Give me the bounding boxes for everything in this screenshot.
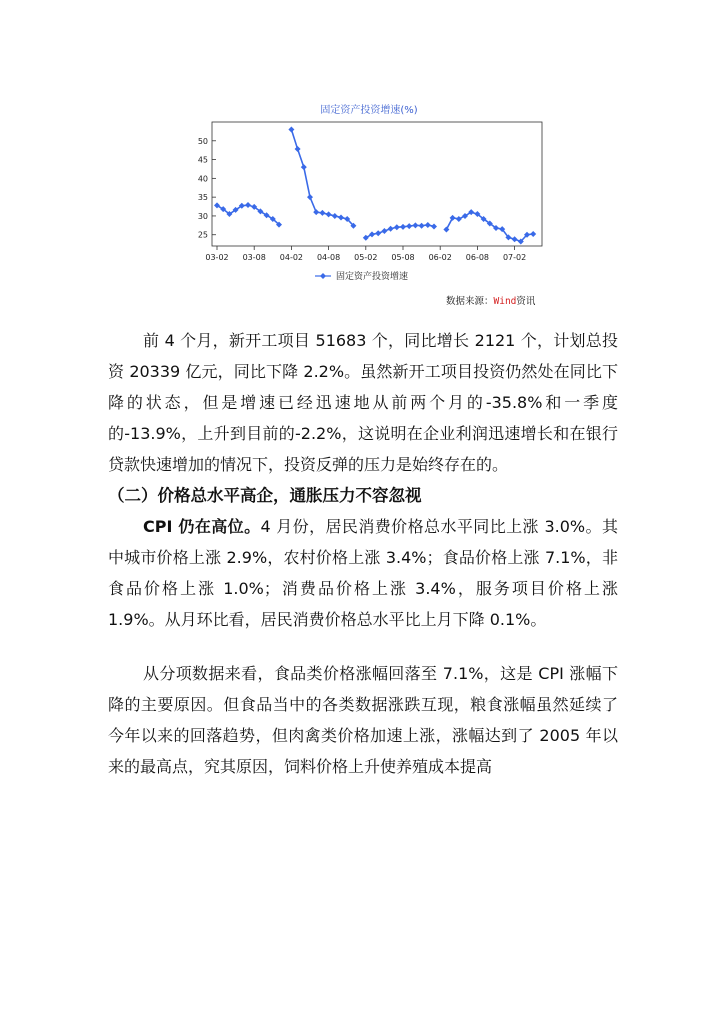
x-tick-label: 03-02 bbox=[205, 253, 229, 262]
x-axis-ticks bbox=[205, 246, 526, 262]
paragraph-cpi bbox=[108, 511, 618, 635]
x-tick-label: 03-08 bbox=[242, 253, 266, 262]
data-point bbox=[301, 164, 307, 170]
data-point bbox=[369, 231, 375, 237]
legend bbox=[315, 270, 408, 282]
data-point bbox=[394, 224, 400, 230]
fixed-asset-investment-chart bbox=[190, 96, 570, 316]
data-point bbox=[307, 194, 313, 200]
y-tick-label: 40 bbox=[197, 174, 208, 184]
paragraph-new-projects: 前 4 个月，新开工项目 51683 个，同比增长 2121 个，计划总投资 20339 亿元，同比下降 2.2%。虽然新开工项目投资仍然处在同比下降的状态，但是增速已经迅速地从前两个月的-35.8%和一季度的-13.9%，上升到目前的-2.2%，这说明在企业利润迅速增长和在银行贷款快速增加的情况下，投资反弹的压力是始终存在的。 bbox=[108, 331, 618, 474]
data-point bbox=[419, 223, 425, 229]
y-tick-label: 45 bbox=[197, 155, 208, 165]
source-note: 数据来源：Wind资讯 bbox=[446, 296, 536, 307]
x-tick-label: 04-02 bbox=[279, 253, 304, 262]
data-point bbox=[245, 202, 251, 208]
data-point bbox=[443, 226, 449, 232]
data-point bbox=[338, 214, 344, 220]
data-point bbox=[400, 224, 406, 230]
plot-frame bbox=[212, 122, 542, 246]
cpi-lead: CPI 仍在高位。 bbox=[143, 517, 261, 536]
cpi-text: 4 月份，居民消费价格总水平同比上涨 3.0%。其中城市价格上涨 2.9%，农村价格上涨 3.4%；食品价格上涨 7.1%，非食品价格上涨 1.0%；消费品价格上涨 3.4%，服务项目价格上涨 1.9%。从月环比看，居民消费价格总水平比上月下降 0.1%。 bbox=[108, 517, 618, 629]
x-tick-label: 05-08 bbox=[391, 253, 415, 262]
data-point bbox=[388, 226, 394, 232]
series-line bbox=[366, 225, 434, 238]
x-tick-label: 06-08 bbox=[465, 253, 490, 262]
x-tick-label: 05-02 bbox=[354, 253, 378, 262]
data-point bbox=[530, 231, 536, 237]
data-point bbox=[425, 222, 431, 228]
data-point bbox=[512, 236, 518, 242]
chart-title: 固定资产投资增速(%) bbox=[320, 105, 418, 116]
data-point bbox=[326, 211, 332, 217]
y-tick-label: 30 bbox=[197, 211, 208, 221]
series-lines bbox=[217, 130, 533, 242]
data-point bbox=[375, 230, 381, 236]
data-point bbox=[406, 223, 412, 229]
data-point bbox=[412, 222, 418, 228]
x-tick-label: 04-08 bbox=[316, 253, 341, 262]
data-point bbox=[319, 210, 325, 216]
data-point bbox=[288, 127, 294, 133]
data-point bbox=[332, 213, 338, 219]
data-point bbox=[295, 146, 301, 152]
source-brand: Wind bbox=[493, 296, 517, 307]
section-heading: （二）价格总水平高企，通胀压力不容忽视 bbox=[108, 486, 422, 505]
document-body bbox=[108, 325, 618, 782]
data-point bbox=[456, 216, 462, 222]
data-point bbox=[431, 223, 437, 229]
data-point bbox=[313, 209, 319, 215]
x-tick-label: 06-02 bbox=[428, 253, 452, 262]
paragraph-food-prices: 从分项数据来看，食品类价格涨幅回落至 7.1%，这是 CPI 涨幅下降的主要原因。但食品当中的各类数据涨跌互现，粮食涨幅虽然延续了今年以来的回落趋势，但肉禽类价格加速上涨，涨幅达到了 2005 年以来的最高点，究其原因，饲料价格上升使养殖成本提高 bbox=[108, 664, 618, 776]
y-tick-label: 35 bbox=[197, 193, 208, 203]
data-point bbox=[363, 235, 369, 241]
x-tick-label: 07-02 bbox=[502, 253, 527, 262]
y-tick-label: 50 bbox=[197, 136, 208, 146]
y-axis-ticks bbox=[198, 137, 216, 240]
data-point bbox=[381, 228, 387, 234]
legend-label: 固定资产投资增速 bbox=[336, 272, 409, 282]
series-points bbox=[214, 127, 536, 245]
y-tick-label: 25 bbox=[197, 230, 208, 240]
data-point bbox=[450, 215, 456, 221]
